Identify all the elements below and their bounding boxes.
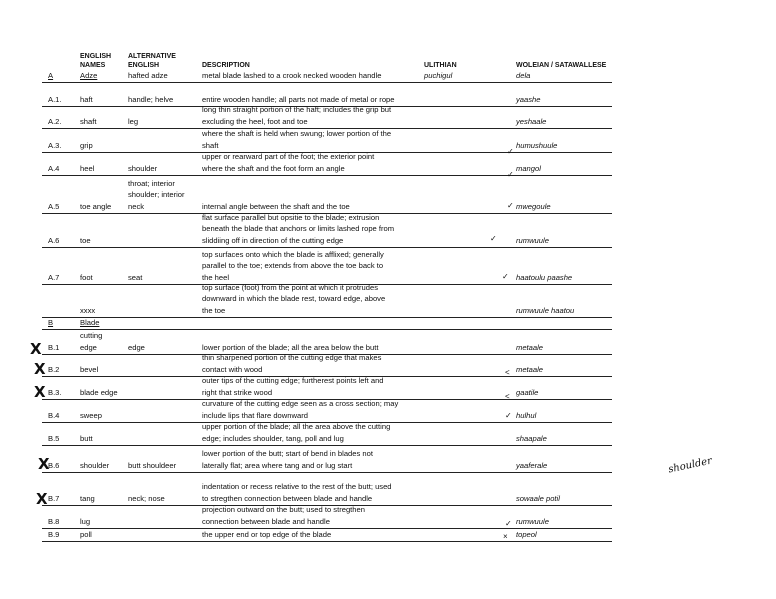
english-name: grip — [80, 140, 93, 150]
english-name: poll — [80, 529, 92, 539]
english-name: Blade — [80, 317, 100, 327]
handwritten-tick-mark: ✓ — [502, 272, 509, 281]
description: flat surface parallel but opsitie to the blade; extrusion beneath the blade that anchors or limits lashed rope from sliddiing off in direction of the cutting edge — [202, 212, 395, 245]
woleian-term: rumwuule — [516, 516, 549, 526]
alternative-english: throat; interior shoulder; interior neck — [128, 178, 185, 211]
description: curvature of the cutting edge seen as a cross section; may include lips that flare downward — [202, 399, 399, 420]
alternative-english: shoulder — [128, 163, 158, 173]
margin-note-shoulder: shoulder — [667, 455, 714, 476]
table-row — [42, 355, 612, 377]
row-id: A — [48, 70, 54, 80]
table-row — [42, 529, 612, 542]
description: where the shaft is held when swung; lower portion of the shaft — [202, 129, 392, 150]
handwritten-x-mark: X — [34, 383, 46, 401]
alternative-english: handle; helve — [128, 94, 174, 104]
description: entire wooden handle; all parts not made of metal or rope — [202, 94, 395, 104]
table-row — [42, 506, 612, 529]
header-alternative — [128, 52, 176, 70]
handwritten-x-mark: X — [30, 340, 42, 358]
woleian-term: humushuule — [516, 140, 558, 150]
header-description: DESCRIPTION — [202, 62, 250, 69]
description: internal angle between the shaft and the toe — [202, 201, 350, 211]
row-id: B.9 — [48, 529, 60, 539]
english-name: shoulder — [80, 460, 110, 470]
row-id: B.5 — [48, 433, 60, 443]
english-name: butt — [80, 433, 93, 443]
header-woleian: WOLEIAN / SATAWALLESE — [516, 62, 607, 69]
english-name: cutting edge — [80, 331, 103, 352]
table-row — [42, 70, 612, 83]
row-id: A.1. — [48, 94, 62, 104]
handwritten-tick-mark: < — [505, 392, 510, 401]
table-row — [42, 377, 612, 400]
header-english-line1: ENGLISH — [80, 53, 112, 60]
english-name: bevel — [80, 364, 99, 374]
alternative-english: hafted adze — [128, 70, 168, 80]
description: upper portion of the blade; all the area above the cutting edge; includes shoulder, tang, poll and lug — [202, 422, 391, 443]
table-row — [42, 176, 612, 214]
table-row — [42, 446, 612, 473]
handwritten-tick-mark: ✓ — [505, 519, 512, 528]
alternative-english: neck; nose — [128, 493, 165, 503]
alternative-english: butt shouldeer — [128, 460, 177, 470]
alternative-english: edge — [128, 342, 145, 352]
description: projection outward on the butt; used to stregthen connection between blade and handle — [202, 505, 365, 526]
description: outer tips of the cutting edge; furtherest points left and right that strike wood — [202, 376, 384, 397]
description: lower portion of the blade; all the area below the butt — [202, 342, 379, 352]
table-row — [42, 423, 612, 446]
row-id: A.5 — [48, 201, 60, 211]
description: thin sharpened portion of the cutting edge that makes contact with wood — [202, 353, 382, 374]
woleian-term: topeol — [516, 529, 537, 539]
woleian-term: mwegoule — [516, 201, 551, 211]
woleian-term: rumwuule haatou — [516, 305, 575, 315]
english-name: haft — [80, 94, 93, 104]
handwritten-x-mark: X — [36, 490, 48, 508]
table-row — [42, 400, 612, 423]
handwritten-tick-mark: ✓ — [507, 147, 514, 156]
header-english — [80, 52, 111, 70]
table-row — [42, 282, 612, 318]
header-alternative-line1: ALTERNATIVE — [128, 53, 176, 60]
row-id: B — [48, 317, 54, 327]
woleian-term: rumwuule — [516, 235, 549, 245]
row-id: A.3. — [48, 140, 62, 150]
handwritten-tick-mark: × — [503, 532, 508, 541]
english-name: blade edge — [80, 387, 118, 397]
row-id: A.7 — [48, 272, 60, 282]
handwritten-x-mark: X — [34, 360, 46, 378]
woleian-term: yeshaale — [516, 116, 547, 126]
row-id: B.6 — [48, 460, 60, 470]
row-id: B.2 — [48, 364, 60, 374]
english-name: shaft — [80, 116, 97, 126]
handwritten-tick-mark: < — [505, 368, 510, 377]
table-row — [42, 480, 612, 506]
description: the upper end or top edge of the blade — [202, 529, 332, 539]
woleian-term: metaale — [516, 364, 544, 374]
woleian-term: metaale — [516, 342, 544, 352]
table-row — [42, 214, 612, 248]
english-name: heel — [80, 163, 95, 173]
english-name: tang — [80, 493, 95, 503]
description: upper or rearward part of the foot; the exterior point where the shaft and the foot form an angle — [202, 152, 375, 173]
alternative-english: leg — [128, 116, 139, 126]
english-name: toe angle — [80, 201, 112, 211]
english-name: Adze — [80, 70, 98, 80]
row-id: B.3. — [48, 387, 62, 397]
description: lower portion of the butt; start of bend in blades not laterally flat; area where tang and or lug start — [202, 449, 373, 470]
table-row — [42, 105, 612, 129]
handwritten-tick-mark: ✓ — [505, 411, 512, 420]
header-english-line2: NAMES — [80, 62, 106, 69]
description: metal blade lashed to a crook necked wooden handle — [202, 70, 382, 80]
table-row — [42, 153, 612, 176]
table-row — [42, 248, 612, 285]
alternative-english: seat — [128, 272, 143, 282]
woleian-term: hulhul — [516, 410, 537, 420]
table-row — [42, 318, 612, 330]
row-id: A.2. — [48, 116, 62, 126]
row-id: B.4 — [48, 410, 60, 420]
english-name: foot — [80, 272, 93, 282]
woleian-term: sowaale potil — [516, 493, 560, 503]
woleian-term: yaaferale — [516, 460, 548, 470]
header-ulithian: ULITHIAN — [424, 62, 457, 69]
handwritten-tick-mark: ✓ — [507, 201, 514, 210]
english-name: toe — [80, 235, 91, 245]
handwritten-tick-mark: ✓ — [490, 234, 497, 243]
row-id: B.1 — [48, 342, 60, 352]
woleian-term: yaashe — [516, 94, 541, 104]
row-id: B.8 — [48, 516, 60, 526]
ulithian-term: puchigul — [424, 70, 453, 80]
woleian-term: gaatile — [516, 387, 539, 397]
english-name: sweep — [80, 410, 102, 420]
table-row — [42, 130, 612, 153]
description: top surface (foot) from the point at which it protrudes downward in which the blade rest, toward edge, above the toe — [202, 282, 386, 315]
handwritten-x-mark: X — [38, 455, 50, 473]
handwritten-tick-mark: ✓ — [507, 170, 514, 179]
description: indentation or recess relative to the rest of the butt; used to stregthen connection between blade and handle — [202, 482, 392, 503]
row-id: B.7 — [48, 493, 60, 503]
description: top surfaces onto which the blade is afflixed; generally parallel to the toe; extends from above the toe back to the heel — [202, 249, 384, 282]
row-id: A.6 — [48, 235, 60, 245]
row-id: A.4 — [48, 163, 60, 173]
woleian-term: haatoulu paashe — [516, 272, 573, 282]
woleian-term: dela — [516, 70, 531, 80]
woleian-term: shaapale — [516, 433, 547, 443]
description: long thin straight portion of the haft; includes the grip but excluding the heel, foot and toe — [202, 105, 392, 126]
header-alternative-line2: ENGLISH — [128, 62, 160, 69]
english-name: lug — [80, 516, 91, 526]
english-name: xxxx — [80, 305, 96, 315]
woleian-term: mangol — [516, 163, 541, 173]
